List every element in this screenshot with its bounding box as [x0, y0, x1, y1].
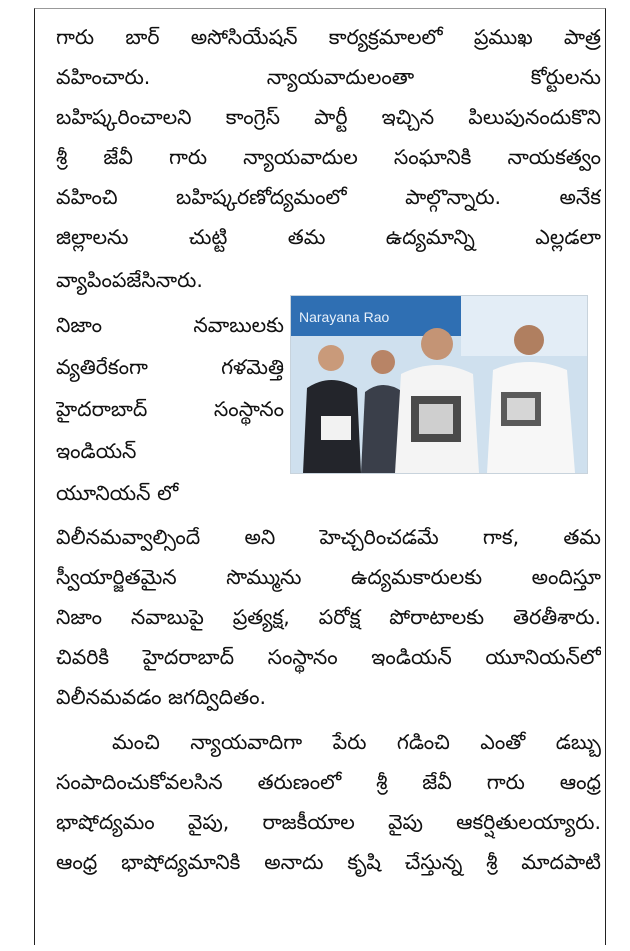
text-line: విలీనమవ్వాల్సిందే అని హెచ్చరించడమే గాక, తమ	[56, 525, 601, 549]
event-photo-illustration	[291, 296, 587, 473]
text-line: ఆంధ్ర భాషోద్యమానికి అనాదు కృషి చేస్తున్న శ్రీ మాదపాటి	[56, 850, 601, 874]
text-line: వ్యాపింపజేసినారు.	[56, 268, 203, 292]
text-line: మంచి న్యాయవాదిగా పేరు గడించి ఎంతో డబ్బు	[112, 730, 601, 754]
text-line: జిల్లాలను చుట్టి తమ ఉద్యమాన్ని ఎల్లడలా	[56, 225, 601, 249]
text-line: వ్యతిరేకంగా గళమెత్తి	[56, 355, 284, 379]
text-line: హైదరాబాద్ సంస్థానం	[56, 397, 284, 421]
text-line: శ్రీ జేవీ గారు న్యాయవాదుల సంఘానికి నాయకత్వం	[56, 145, 601, 169]
text-line: యూనియన్ లో	[56, 481, 179, 505]
text-line: వహించారు. న్యాయవాదులంతా కోర్టులను	[56, 65, 601, 89]
text-line: భాషోద్యమం వైపు, రాజకీయాల వైపు ఆకర్షితులయ్యారు.	[56, 810, 601, 834]
banner-text: Narayana Rao	[299, 309, 390, 325]
text-line: గారు బార్ అసోసియేషన్ కార్యక్రమాలలో ప్రముఖ పాత్ర	[56, 25, 601, 49]
text-line: సంపాదించుకోవలసిన తరుణంలో శ్రీ జేవీ గారు ఆంధ్ర	[56, 770, 601, 794]
text-line: వహించి బహిష్కరణోద్యమంలో పాల్గొన్నారు. అనేక	[56, 185, 601, 209]
text-line: విలీనమవడం జగద్విదితం.	[56, 685, 267, 709]
text-line: బహిష్కరించాలని కాంగ్రెస్ పార్టీ ఇచ్చిన పిలుపునందుకొని	[56, 105, 601, 129]
event-photo	[290, 295, 588, 474]
text-line: ఇండియన్	[56, 439, 137, 463]
text-line: చివరికి హైదరాబాద్ సంస్థానం ఇండియన్ యూనియన్‌లో	[56, 645, 601, 669]
text-line: నిజాం నవాబుపై ప్రత్యక్ష, పరోక్ష పోరాటాలకు తెరతీశారు.	[56, 605, 601, 629]
text-line: నిజాం నవాబులకు	[56, 313, 284, 337]
text-line: స్వీయార్జితమైన సొమ్మును ఉద్యమకారులకు అందిస్తూ	[56, 565, 601, 589]
